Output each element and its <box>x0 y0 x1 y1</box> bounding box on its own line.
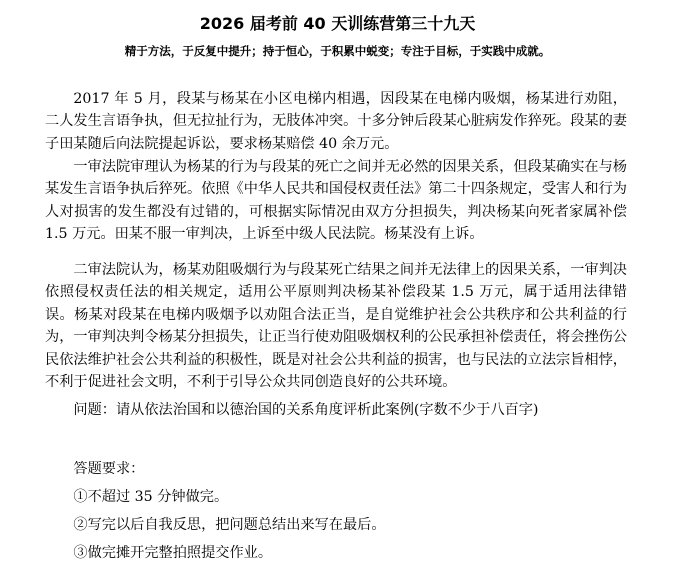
document-motto: 精于方法，于反复中提升；持于恒心，于积累中蜕变；专注于目标，于实践中成就。 <box>124 44 551 58</box>
case-paragraph-1: 2017 年 5 月，段某与杨某在小区电梯内相遇，因段某在电梯内吸烟，杨某进行劝阻，二人发生言语争执，但无拉扯行为，无肢体冲突。十多分钟后段某心脏病发作猝死。段某的妻子田某随后向法院提起诉讼，要求杨某赔偿 40 余万元。 <box>45 91 627 152</box>
document-title: 2026 届考前 40 天训练营第三十九天 <box>199 14 476 33</box>
case-question: 问题：请从依法治国和以德治国的关系角度评析此案例(字数不少于八百字) <box>73 402 539 418</box>
case-paragraph-2: 一审法院审理认为杨某的行为与段某的死亡之间并无必然的因果关系，但段某确实在与杨某发生言语争执后猝死。依照《中华人民共和国侵权责任法》第二十四条规定，受害人和行为人对损害的发生都没有过错的，可根据实际情况由双方分担损失，判决杨某向死者家属补偿 1.5 万元。田某不服一审判决，上诉至中级人民法院。杨某没有上诉。 <box>45 159 627 243</box>
case-paragraph-3: 二审法院认为，杨某劝阻吸烟行为与段某死亡结果之间并无法律上的因果关系，一审判决依照侵权责任法的相关规定，适用公平原则判决杨某补偿段某 1.5 万元，属于适用法律错误。杨某对段某在电梯内吸烟予以劝阻合法正当，是自觉维护社会公共秩序和公共利益的行为，一审判决判令杨某分担损失，让正当行使劝阻吸烟权利的公民承担补偿责任，将会挫伤公民依法维护社会公共利益的积极性，既是对社会公共利益的损害，也与民法的立法宗旨相悖，不利于促进社会文明，不利于引导公众共同创造良好的公共环境。 <box>45 262 627 391</box>
requirement-item-2: ②写完以后自我反思，把问题总结出来写在最后。 <box>73 517 386 533</box>
requirement-item-1: ①不超过 35 分钟做完。 <box>73 489 229 505</box>
requirement-item-3: ③做完摊开完整拍照提交作业。 <box>73 545 273 561</box>
requirements-heading: 答题要求： <box>73 461 145 477</box>
